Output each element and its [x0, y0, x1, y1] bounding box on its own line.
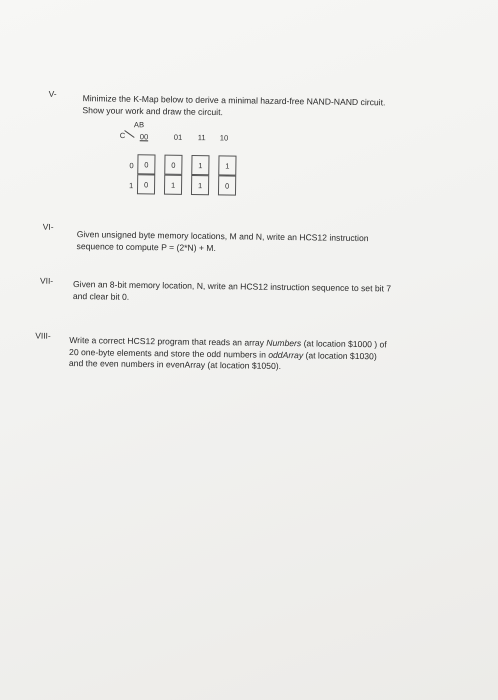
kmap-col-header: 01 — [173, 132, 183, 142]
kmap-col-header: 11 — [197, 133, 206, 143]
question-line: Minimize the K-Map below to derive a minimal hazard-free NAND-NAND circuit. — [82, 93, 386, 108]
kmap-var-ab: AB — [133, 120, 145, 130]
question-number: V- — [48, 88, 57, 99]
question-line: Show your work and draw the circuit. — [82, 104, 223, 117]
kmap-cell: 1 — [164, 175, 182, 195]
question-number: VI- — [42, 221, 54, 232]
array-name-oddarray: oddArray — [268, 349, 304, 360]
kmap-cell: 0 — [137, 174, 155, 194]
kmap-cell: 1 — [191, 175, 209, 195]
array-name-numbers: Numbers — [266, 337, 302, 349]
kmap-cell: 0 — [137, 154, 155, 174]
question-text — [73, 279, 391, 306]
question-line: and clear bit 0. — [72, 290, 130, 302]
question-number: VII- — [40, 275, 54, 286]
question-line: Given unsigned byte memory locations, M and N, write an HCS12 instruction — [76, 229, 369, 244]
kmap-row-header: 1 — [129, 181, 134, 191]
kmap-cell: 0 — [164, 155, 182, 175]
kmap-cell: 0 — [218, 175, 236, 195]
question-text — [82, 93, 385, 120]
question-line: 20 one-byte elements and store the odd numbers in oddArray (at location $1030) — [69, 346, 377, 361]
kmap-col-header: 00 — [139, 132, 149, 142]
kmap-cell: 1 — [218, 155, 236, 175]
question-line: Given an 8-bit memory location, N, write an HCS12 instruction sequence to set bit 7 — [72, 279, 392, 294]
question-line: Write a correct HCS12 program that reads an array Numbers (at location $1000 ) of — [69, 335, 387, 350]
kmap-var-c: C — [119, 131, 126, 141]
question-text — [69, 335, 387, 374]
kmap-corner-line — [124, 130, 134, 138]
question-text — [76, 229, 368, 256]
question-number: VIII- — [35, 330, 51, 341]
kmap-cell: 1 — [191, 155, 209, 175]
kmap-col-header: 10 — [219, 133, 229, 143]
kmap-row-header: 0 — [129, 161, 134, 171]
question-line: and the even numbers in evenArray (at location $1050). — [68, 357, 282, 371]
question-line: sequence to compute P = (2*N) + M. — [76, 240, 216, 253]
